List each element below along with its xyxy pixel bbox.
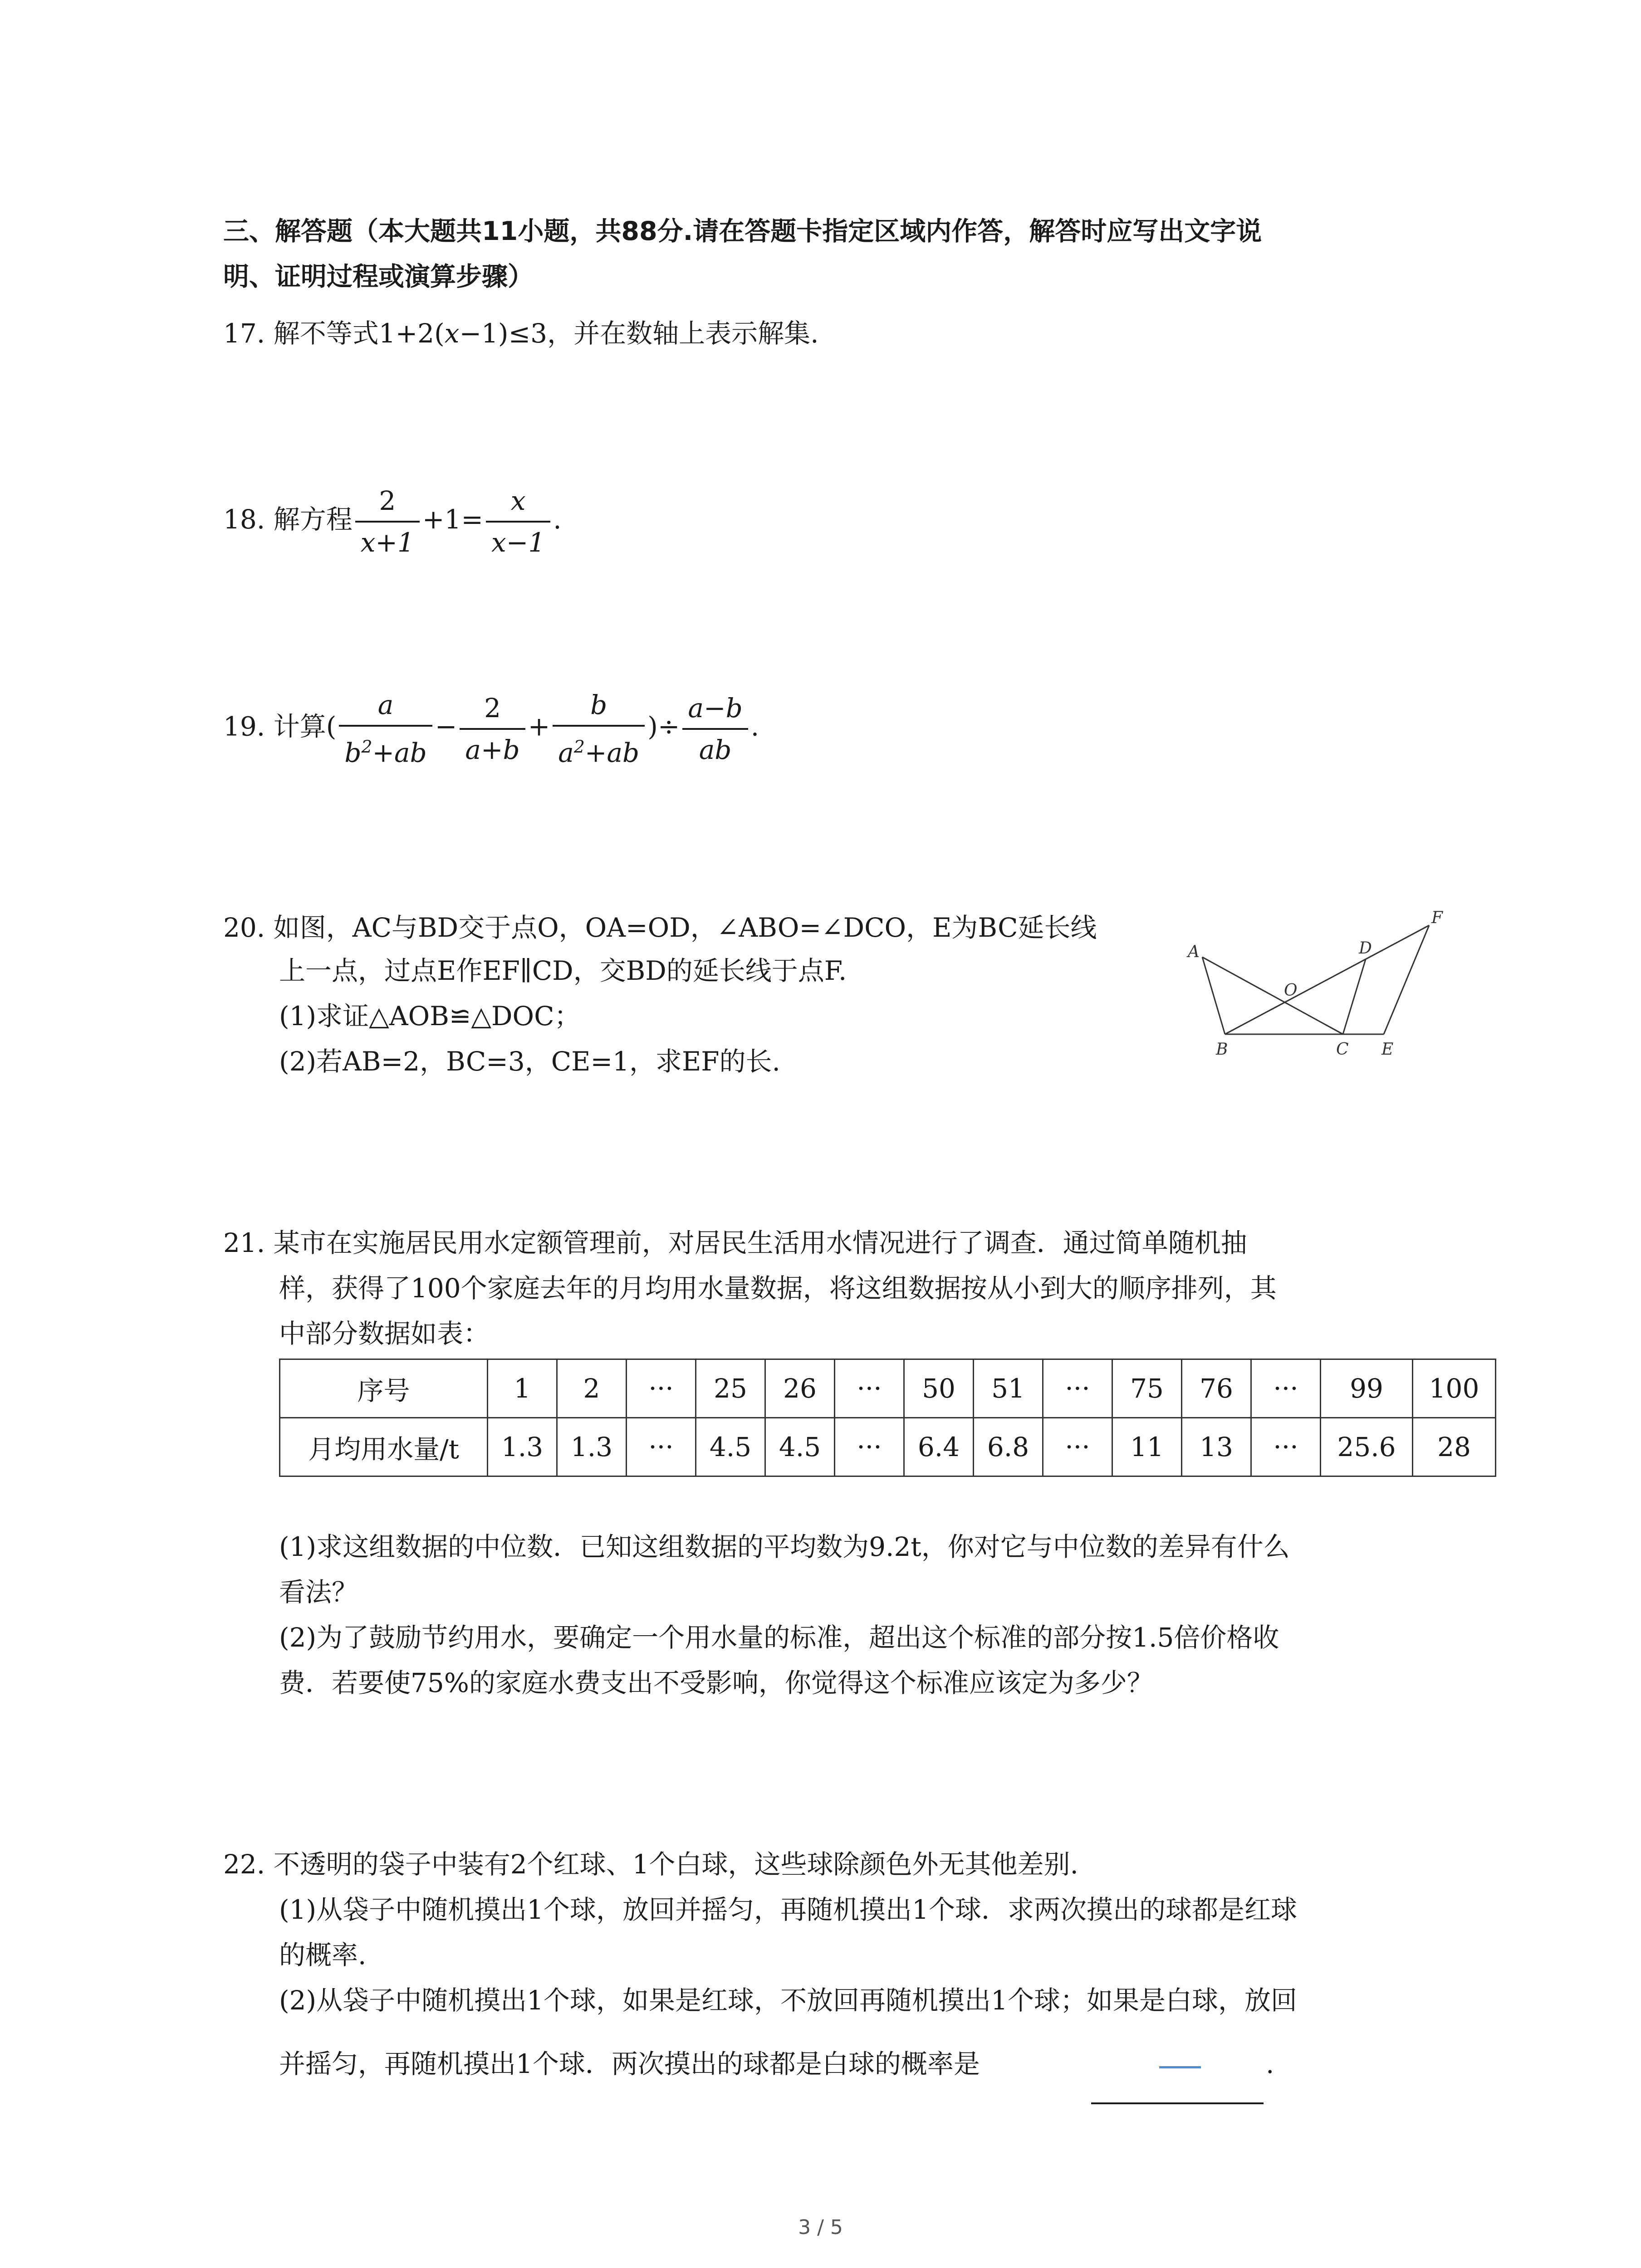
q17-text-b: −1)≤3，并在数轴上表示解集.	[459, 318, 819, 349]
label-c: C	[1336, 1040, 1349, 1059]
segment-bf	[1225, 925, 1429, 1034]
question-17	[223, 315, 819, 352]
question-21-line3: 中部分数据如表：	[279, 1318, 490, 1349]
table-cell: 1.3	[488, 1418, 557, 1476]
question-21-part2-line2: 费．若要使75%的家庭水费支出不受影响，你觉得这个标准应该定为多少？	[279, 1667, 1153, 1698]
question-18	[223, 481, 562, 562]
question-number: 21.	[223, 1227, 265, 1258]
page-number: 3 / 5	[798, 2216, 843, 2239]
question-22-part1-line2: 的概率.	[279, 1940, 367, 1970]
table-cell: 11	[1112, 1418, 1182, 1476]
table-cell: 1	[488, 1359, 557, 1418]
table-cell: 1.3	[557, 1418, 627, 1476]
question-21-part2-line1: (2)为了鼓励节约用水，要确定一个用水量的标准，超出这个标准的部分按1.5倍价格收	[279, 1622, 1279, 1653]
question-20-part2: (2)若AB=2，BC=3，CE=1，求EF的长.	[279, 1046, 780, 1077]
question-21-part1-line1: (1)求这组数据的中位数．已知这组数据的平均数为9.2t，你对它与中位数的差异有什么	[279, 1531, 1290, 1562]
question-22-part2-line1: (2)从袋子中随机摸出1个球，如果是红球，不放回再随机摸出1个球；如果是白球，放回	[279, 1985, 1297, 2016]
q17-var: x	[444, 318, 460, 349]
q19-op1: −	[435, 711, 457, 742]
question-number: 18.	[223, 504, 265, 535]
label-o: O	[1284, 981, 1298, 1000]
table-cell: ···	[1251, 1359, 1321, 1418]
answer-blank-line[interactable]	[1091, 2102, 1264, 2104]
table-cell: ···	[1043, 1418, 1112, 1476]
question-21-part1-line2: 看法？	[279, 1577, 358, 1608]
table-cell: ···	[627, 1418, 696, 1476]
q18-fraction-1: $\frac{2}{x+1}$	[355, 481, 420, 562]
question-number: 22.	[223, 1849, 265, 1880]
q19-label: 计算(	[273, 711, 337, 742]
table-cell: 25.6	[1321, 1418, 1413, 1476]
q22-end-period: .	[1266, 2048, 1274, 2079]
label-e: E	[1381, 1040, 1394, 1059]
table-cell: ···	[1043, 1359, 1112, 1418]
table-cell: ···	[835, 1418, 904, 1476]
q19-fraction-2: $\frac{2}{a+b}$	[460, 688, 525, 770]
table-row	[280, 1359, 1496, 1418]
question-21-line1	[223, 1225, 1247, 1261]
q19-close: )÷	[647, 711, 680, 742]
question-number: 19.	[223, 711, 265, 742]
q18-label: 解方程	[273, 504, 353, 535]
table-cell: 99	[1321, 1359, 1413, 1418]
label-b: B	[1216, 1040, 1228, 1059]
water-usage-table	[279, 1359, 1496, 1477]
table-cell: 50	[904, 1359, 974, 1418]
segment-ac	[1202, 957, 1343, 1034]
table-cell: 26	[765, 1359, 835, 1418]
table-cell: 4.5	[696, 1418, 765, 1476]
table-header-cell: 月均用水量/t	[280, 1418, 488, 1476]
table-cell: 75	[1112, 1359, 1182, 1418]
question-number: 17.	[223, 318, 265, 349]
question-21-line2: 样，获得了100个家庭去年的月均用水量数据，将这组数据按从小到大的顺序排列，其	[279, 1273, 1277, 1304]
table-cell: 76	[1182, 1359, 1251, 1418]
q17-text-a: 解不等式1+2(	[273, 318, 445, 349]
segment-ef	[1384, 925, 1429, 1034]
q22-line1: 不透明的袋子中装有2个红球、1个白球，这些球除颜色外无其他差别.	[273, 1849, 1078, 1880]
q18-mid: +1=	[422, 504, 484, 535]
table-cell: ···	[835, 1359, 904, 1418]
geometry-figure	[1175, 903, 1461, 1070]
question-20-part1: (1)求证△AOB≌△DOC；	[279, 1001, 581, 1031]
table-cell: ···	[1251, 1418, 1321, 1476]
section-heading-line1: 三、解答题（本大题共11小题，共88分.请在答题卡指定区域内作答，解答时应写出文字说	[223, 216, 1262, 246]
table-cell: 25	[696, 1359, 765, 1418]
table-cell: 100	[1413, 1359, 1496, 1418]
table-cell: ···	[627, 1359, 696, 1418]
table-cell: 2	[557, 1359, 627, 1418]
answer-blank-mark	[1159, 2066, 1201, 2068]
segment-ab	[1202, 957, 1225, 1034]
table-cell: 51	[974, 1359, 1043, 1418]
q18-end: .	[553, 504, 562, 535]
q19-fraction-4: $\frac{a-b}{ab}$	[682, 688, 748, 770]
section-heading-line2: 明、证明过程或演算步骤）	[223, 262, 534, 292]
label-f: F	[1431, 909, 1443, 927]
table-cell: 4.5	[765, 1418, 835, 1476]
q20-line1: 如图，AC与BD交于点O，OA=OD，∠ABO=∠DCO，E为BC延长线	[273, 912, 1097, 943]
table-cell: 28	[1413, 1418, 1496, 1476]
question-22-part2-line2: 并摇匀，再随机摸出1个球．两次摸出的球都是白球的概率是	[279, 2048, 980, 2079]
question-22-part1-line1: (1)从袋子中随机摸出1个球，放回并摇匀，再随机摸出1个球．求两次摸出的球都是红球	[279, 1894, 1297, 1925]
q21-line1: 某市在实施居民用水定额管理前，对居民生活用水情况进行了调查．通过简单随机抽	[273, 1227, 1247, 1258]
label-d: D	[1359, 939, 1372, 958]
question-20-line1	[223, 909, 1097, 946]
table-header-cell: 序号	[280, 1359, 488, 1418]
q19-fraction-3: $\frac{b}{a^2+ab}$	[553, 685, 645, 772]
table-cell: 13	[1182, 1418, 1251, 1476]
question-19	[223, 685, 759, 772]
question-20-line2: 上一点，过点E作EF∥CD，交BD的延长线于点F.	[279, 955, 847, 986]
q19-end: .	[750, 711, 759, 742]
q19-op2: +	[528, 711, 550, 742]
question-22-line1	[223, 1846, 1078, 1882]
question-number: 20.	[223, 912, 265, 943]
segment-cd	[1343, 959, 1366, 1034]
q18-fraction-2: $\frac{x}{x-1}$	[486, 481, 550, 562]
q19-fraction-1: $\frac{a}{b^2+ab}$	[339, 685, 432, 772]
table-cell: 6.4	[904, 1418, 974, 1476]
table-cell: 6.8	[974, 1418, 1043, 1476]
label-a: A	[1188, 943, 1200, 961]
table-row	[280, 1418, 1496, 1476]
